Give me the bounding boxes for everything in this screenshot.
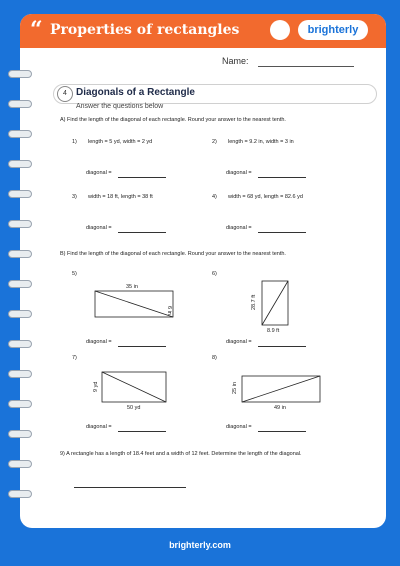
- name-label: Name:: [222, 56, 249, 66]
- spiral-ring: [8, 370, 30, 378]
- diagonal-label: diagonal =: [226, 339, 252, 345]
- dimension-label: 49 in: [274, 405, 286, 411]
- spiral-ring: [8, 100, 30, 108]
- part-b-instruction: B) Find the length of the diagonal of each rectangle. Round your answer to the nearest tenth.: [60, 251, 286, 257]
- dimension-label: 8.9 ft: [267, 328, 280, 334]
- diagonal-label: diagonal =: [86, 170, 112, 176]
- spiral-ring: [8, 160, 30, 168]
- item-text: length = 9.2 in, width = 3 in: [228, 139, 294, 145]
- page-title: Properties of rectangles: [50, 22, 240, 38]
- diagonal-label: diagonal =: [226, 424, 252, 430]
- spiral-ring: [8, 190, 30, 198]
- diagonal-5: [95, 291, 173, 317]
- item-text: width = 18 ft, length = 38 ft: [88, 194, 153, 200]
- diagonal-7: [102, 372, 166, 402]
- section-subtitle: Answer the questions below: [76, 103, 164, 110]
- dimension-label: 9 yd: [93, 381, 99, 392]
- diagonal-8: [242, 376, 320, 402]
- item-text: length = 5 yd, width = 2 yd: [88, 139, 153, 145]
- dimension-label: 6 in: [166, 306, 172, 315]
- footer-url: brighterly.com: [169, 540, 231, 550]
- diagonal-label: diagonal =: [226, 225, 252, 231]
- answer-line[interactable]: [74, 487, 186, 488]
- spiral-ring: [8, 130, 30, 138]
- diagonal-label: diagonal =: [86, 339, 112, 345]
- answer-line[interactable]: [258, 431, 306, 432]
- spiral-ring: [8, 340, 30, 348]
- item-text: width = 68 yd, length = 82.6 yd: [228, 194, 303, 200]
- answer-line[interactable]: [118, 431, 166, 432]
- question-9: 9) A rectangle has a length of 18.4 feet and a width of 12 feet. Determine the length of the diagonal.: [60, 451, 302, 457]
- answer-line[interactable]: [118, 346, 166, 347]
- worksheet-page: [20, 14, 386, 528]
- diagonal-6: [262, 281, 288, 325]
- answer-line[interactable]: [258, 346, 306, 347]
- item-number: 4): [212, 194, 217, 200]
- diagonal-label: diagonal =: [86, 225, 112, 231]
- spiral-ring: [8, 490, 30, 498]
- item-number: 3): [72, 194, 77, 200]
- spiral-ring: [8, 460, 30, 468]
- item-number: 8): [212, 355, 217, 361]
- diagonal-label: diagonal =: [86, 424, 112, 430]
- dimension-label: 35 in: [126, 284, 138, 290]
- section-number: 4: [57, 86, 73, 102]
- spiral-ring: [8, 310, 30, 318]
- item-number: 6): [212, 271, 217, 277]
- section-title: Diagonals of a Rectangle: [76, 87, 195, 98]
- item-number: 1): [72, 139, 77, 145]
- item-number: 2): [212, 139, 217, 145]
- spiral-ring: [8, 220, 30, 228]
- spiral-ring: [8, 400, 30, 408]
- spiral-ring: [8, 280, 30, 288]
- diagonal-label: diagonal =: [226, 170, 252, 176]
- item-number: 7): [72, 355, 77, 361]
- spiral-ring: [8, 70, 30, 78]
- spiral-ring: [8, 250, 30, 258]
- part-a-instruction: A) Find the length of the diagonal of each rectangle. Round your answer to the nearest tenth.: [60, 117, 286, 123]
- brighterly-logo: brighterly: [298, 20, 368, 40]
- dimension-label: 28.7 ft: [251, 294, 257, 310]
- spiral-ring: [8, 430, 30, 438]
- item-number: 5): [72, 271, 77, 277]
- dimension-label: 25 in: [232, 382, 238, 394]
- dimension-label: 50 yd: [127, 405, 141, 411]
- quote-icon: “: [30, 17, 43, 43]
